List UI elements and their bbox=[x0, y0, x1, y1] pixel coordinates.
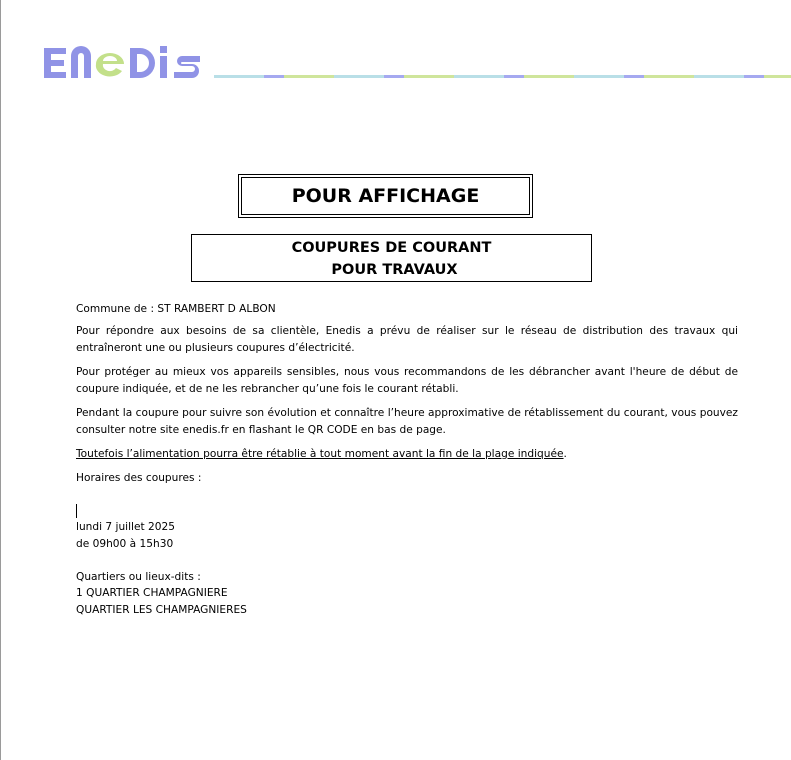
header-decorative-rule bbox=[214, 75, 791, 78]
coupures-title-line1: COUPURES DE COURANT bbox=[291, 240, 492, 256]
schedule-date: lundi 7 juillet 2025 bbox=[76, 521, 176, 533]
paragraph-retablissement bbox=[76, 446, 738, 463]
horaires-label: Horaires des coupures : bbox=[76, 472, 202, 484]
coupures-title-box bbox=[191, 234, 592, 282]
enedis-logo bbox=[40, 42, 206, 82]
coupures-title-line2: POUR TRAVAUX bbox=[331, 262, 458, 278]
quartiers-label: Quartiers ou lieux-dits : bbox=[76, 571, 201, 583]
paragraph-besoins: Pour répondre aux besoins de sa clientèle, Enedis a prévu de réaliser sur le réseau de distribution des travaux qui entraîneront une ou plusieurs coupures d’électricité. bbox=[76, 325, 738, 354]
retablissement-underlined-text: Toutefois l’alimentation pourra être rétablie à tout moment avant la fin de la plage indiquée bbox=[76, 448, 564, 460]
pour-affichage-title: POUR AFFICHAGE bbox=[291, 185, 480, 207]
retablissement-period: . bbox=[563, 448, 567, 460]
schedule-time: de 09h00 à 15h30 bbox=[76, 538, 174, 550]
pour-affichage-box bbox=[238, 174, 533, 218]
quartier-item: 1 QUARTIER CHAMPAGNIERE bbox=[76, 587, 228, 599]
quartier-item: QUARTIER LES CHAMPAGNIERES bbox=[76, 604, 247, 616]
commune-line: Commune de : ST RAMBERT D ALBON bbox=[76, 303, 276, 315]
paragraph-suivi: Pendant la coupure pour suivre son évolution et connaître l’heure approximative de rétablissement du courant, vous pouvez consulter notre site enedis.fr en flashant le QR CODE en bas de page. bbox=[76, 407, 738, 436]
page-left-edge bbox=[0, 0, 1, 760]
paragraph-appareils: Pour protéger au mieux vos appareils sensibles, nous vous recommandons de les débrancher avant l'heure de début de coupure indiquée, et de ne les rebrancher qu’une fois le courant rétabli. bbox=[76, 366, 738, 395]
text-cursor bbox=[76, 504, 77, 518]
